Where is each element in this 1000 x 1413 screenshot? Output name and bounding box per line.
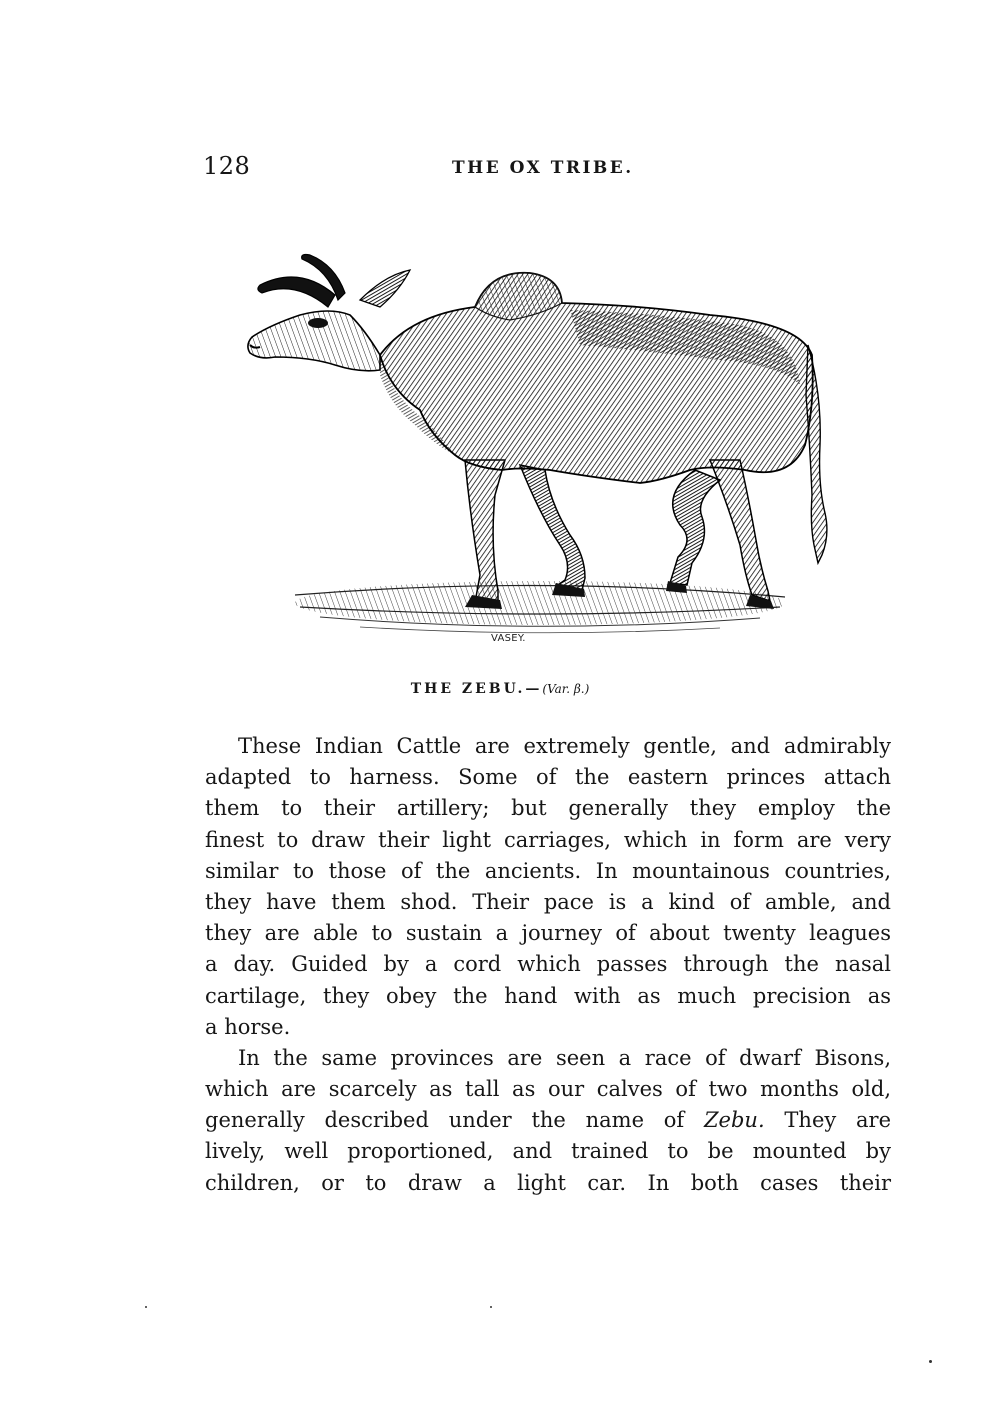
paragraph-1 <box>205 731 891 1043</box>
text-segment: generally described under the name of <box>205 1108 704 1133</box>
text-segment: They are <box>764 1108 891 1133</box>
text-line: finest to draw their light carriages, which in form are very <box>205 827 891 852</box>
paper-speck <box>490 1306 492 1308</box>
text-line: them to their artillery; but generally they employ the <box>205 796 891 821</box>
text-line: In the same provinces are seen a race of dwarf Bisons, <box>238 1045 891 1070</box>
paragraph-2 <box>205 1043 891 1199</box>
text-line: cartilage, they obey the hand with as much precision as <box>205 983 891 1008</box>
text-line: a horse. <box>205 1014 291 1039</box>
page-number: 128 <box>203 152 251 180</box>
text-line: they are able to sustain a journey of about twenty leagues <box>205 921 891 946</box>
zebu-engraving <box>240 245 840 650</box>
figure-caption <box>0 681 1000 697</box>
text-line: adapted to harness. Some of the eastern princes attach <box>205 765 891 790</box>
text-line: a day. Guided by a cord which passes through the nasal <box>205 952 891 977</box>
tail <box>806 345 827 563</box>
caption-variety: (Var. β.) <box>542 682 590 696</box>
body <box>380 273 813 483</box>
engraver-signature: VASEY. <box>491 633 526 644</box>
zebu-italic: Zebu. <box>703 1108 765 1133</box>
paper-speck <box>929 1360 932 1363</box>
body-text <box>205 731 891 1199</box>
caption-main: THE ZEBU.— <box>410 681 543 697</box>
running-head: THE OX TRIBE. <box>452 158 634 178</box>
text-line: similar to those of the ancients. In mountainous countries, <box>205 858 891 883</box>
text-line: they have them shod. Their pace is a kind of amble, and <box>205 889 891 914</box>
text-line: lively, well proportioned, and trained to be mounted by <box>205 1139 891 1164</box>
hind-legs <box>666 460 774 609</box>
text-line <box>205 1105 891 1136</box>
ground-shading <box>295 581 785 633</box>
text-line: children, or to draw a light car. In both cases their <box>205 1170 891 1195</box>
text-line: These Indian Cattle are extremely gentle, and admirably <box>238 734 891 758</box>
text-line: which are scarcely as tall as our calves of two months old, <box>205 1077 891 1102</box>
paper-speck <box>145 1306 147 1308</box>
